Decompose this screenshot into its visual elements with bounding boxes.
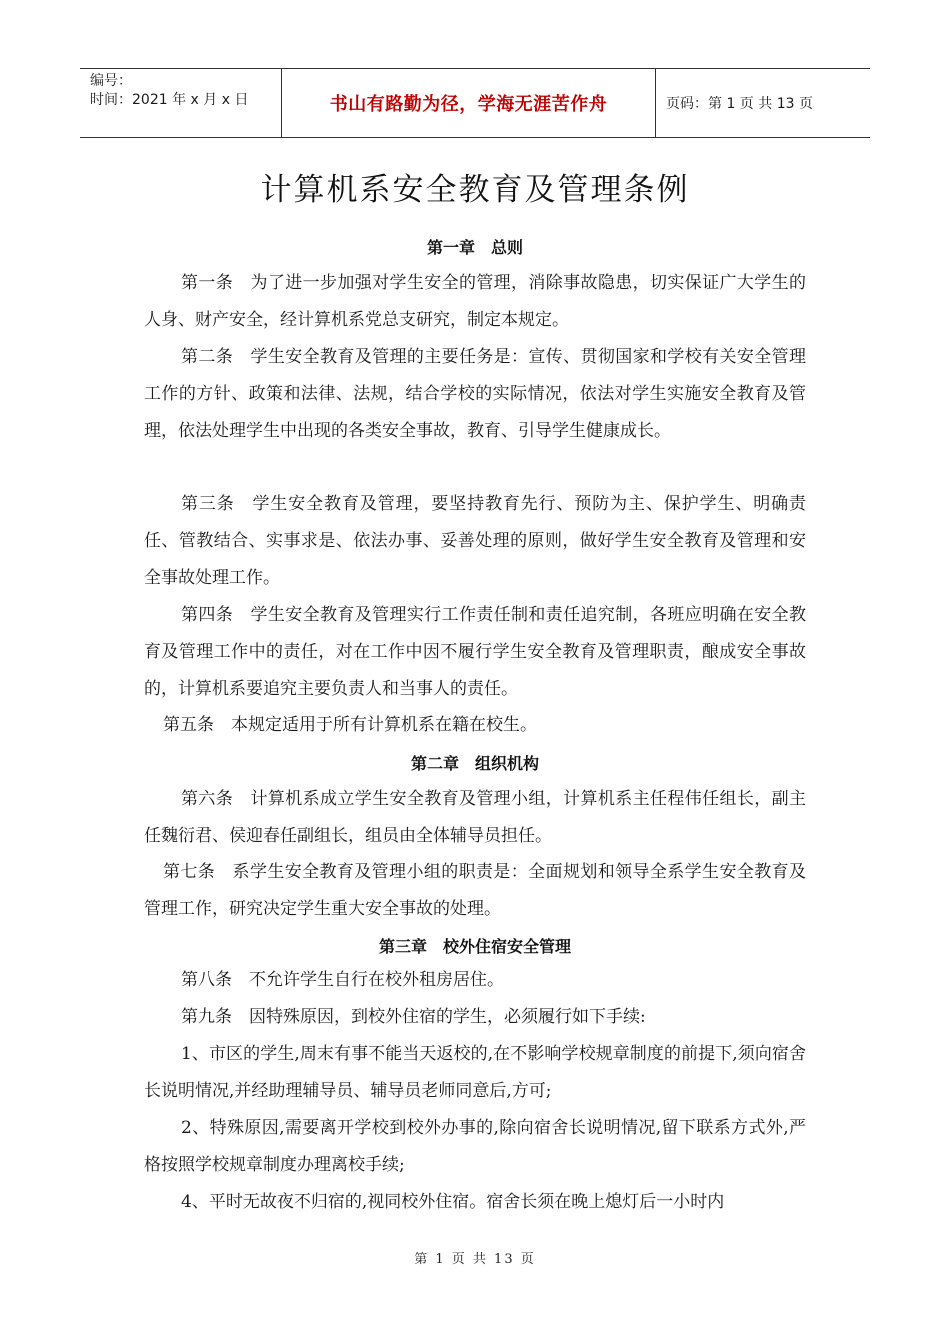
article-5: 第五条 本规定适用于所有计算机系在籍在校生。	[163, 715, 537, 735]
page-info: 页码：第 1 页 共 13 页	[666, 96, 813, 112]
number-label: 编号：	[90, 73, 132, 89]
article-6: 第六条 计算机系成立学生安全教育及管理小组，计算机系主任程伟任组长，副主任魏衍君、侯迎春任副组长，组员由全体辅导员担任。	[144, 789, 806, 846]
header-meta	[80, 69, 282, 137]
list-item-1: 1、市区的学生,周末有事不能当天返校的,在不影响学校规章制度的前提下,须向宿舍长说明情况,并经助理辅导员、辅导员老师同意后,方可;	[144, 1044, 806, 1101]
chapter-3-heading: 第三章 校外住宿安全管理	[378, 937, 571, 956]
time-label: 时间：2021 年 x 月 x 日	[90, 92, 249, 108]
chapter-2-heading: 第二章 组织机构	[410, 754, 539, 773]
article-2: 第二条 学生安全教育及管理的主要任务是：宣传、贯彻国家和学校有关安全管理工作的方针、政策和法律、法规，结合学校的实际情况，依法对学生实施安全教育及管理，依法处理学生中出现的各类安全事故，教育、引导学生健康成长。	[144, 347, 806, 441]
article-7: 第七条 系学生安全教育及管理小组的职责是：全面规划和领导全系学生安全教育及管理工作，研究决定学生重大安全事故的处理。	[144, 862, 806, 919]
document-title: 计算机系安全教育及管理条例	[260, 172, 690, 208]
article-8: 第八条 不允许学生自行在校外租房居住。	[181, 970, 504, 990]
page-footer: 第 1 页 共 13 页	[414, 1252, 536, 1267]
header-table	[80, 68, 870, 138]
motto: 书山有路勤为径，学海无涯苦作舟	[282, 69, 656, 137]
chapter-1-heading: 第一章 总则	[426, 238, 523, 257]
article-3: 第三条 学生安全教育及管理，要坚持教育先行、预防为主、保护学生、明确责任、管教结合、实事求是、依法办事、妥善处理的原则，做好学生安全教育及管理和安全事故处理工作。	[144, 494, 806, 588]
list-item-4: 4、平时无故夜不归宿的,视同校外住宿。宿舍长须在晚上熄灯后一小时内	[181, 1192, 725, 1212]
article-1: 第一条 为了进一步加强对学生安全的管理，消除事故隐患，切实保证广大学生的人身、财产安全，经计算机系党总支研究，制定本规定。	[144, 273, 806, 330]
article-9: 第九条 因特殊原因，到校外住宿的学生，必须履行如下手续:	[181, 1007, 646, 1027]
article-4: 第四条 学生安全教育及管理实行工作责任制和责任追究制，各班应明确在安全教育及管理工作中的责任，对在工作中因不履行学生安全教育及管理职责，酿成安全事故的，计算机系要追究主要负责人和当事人的责任。	[144, 605, 806, 699]
list-item-2: 2、特殊原因,需要离开学校到校外办事的,除向宿舍长说明情况,留下联系方式外,严格按照学校规章制度办理离校手续;	[144, 1118, 806, 1175]
